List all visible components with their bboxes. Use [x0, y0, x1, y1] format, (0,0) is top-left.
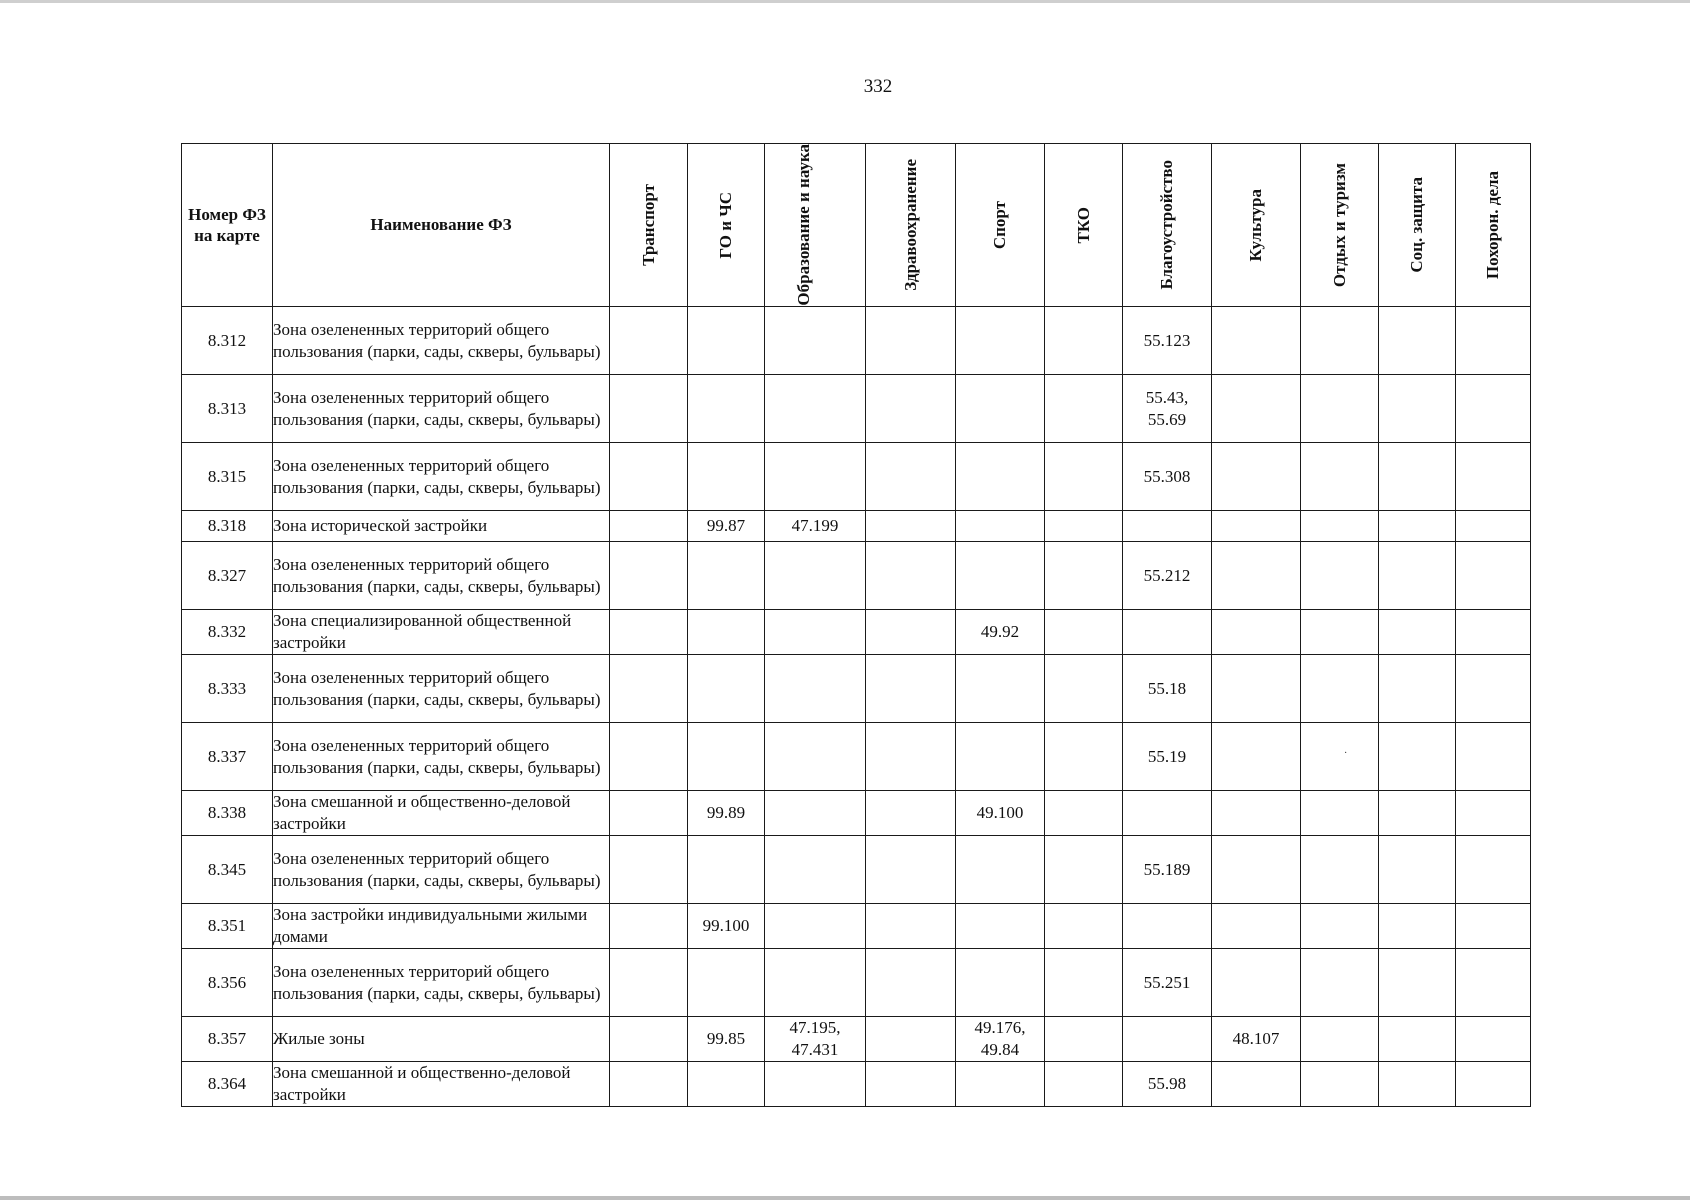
cell-health: [866, 511, 956, 542]
header-tko: ТКО: [1045, 144, 1123, 307]
cell-funeral: [1456, 511, 1531, 542]
cell-funeral: [1456, 791, 1531, 836]
cell-improvement: [1123, 610, 1212, 655]
cell-culture: [1212, 443, 1301, 511]
cell-sport: [956, 1062, 1045, 1107]
cell-culture: [1212, 542, 1301, 610]
cell-social: [1379, 1017, 1456, 1062]
cell-improvement: 55.123: [1123, 307, 1212, 375]
cell-zone-name: Зона озелененных территорий общего пользования (парки, сады, скверы, бульвары): [273, 542, 610, 610]
cell-transport: [610, 307, 688, 375]
cell-social: [1379, 791, 1456, 836]
cell-health: [866, 610, 956, 655]
cell-zone-name: Зона озелененных территорий общего пользования (парки, сады, скверы, бульвары): [273, 655, 610, 723]
cell-leisure: [1301, 511, 1379, 542]
cell-funeral: [1456, 610, 1531, 655]
cell-go-chs: 99.85: [688, 1017, 765, 1062]
cell-leisure: [1301, 542, 1379, 610]
table-row: [182, 443, 1531, 511]
table-row: [182, 542, 1531, 610]
table-row: [182, 791, 1531, 836]
cell-culture: [1212, 511, 1301, 542]
cell-culture: [1212, 791, 1301, 836]
cell-transport: [610, 511, 688, 542]
cell-go-chs: [688, 1062, 765, 1107]
cell-improvement: 55.189: [1123, 836, 1212, 904]
cell-zone-name: Зона специализированной общественной застройки: [273, 610, 610, 655]
header-funeral: Похорон. дела: [1456, 144, 1531, 307]
cell-tko: [1045, 1017, 1123, 1062]
cell-funeral: [1456, 1017, 1531, 1062]
cell-tko: [1045, 655, 1123, 723]
cell-transport: [610, 791, 688, 836]
cell-funeral: [1456, 836, 1531, 904]
cell-sport: [956, 836, 1045, 904]
cell-tko: [1045, 791, 1123, 836]
cell-go-chs: 99.100: [688, 904, 765, 949]
cell-number: 8.332: [182, 610, 273, 655]
cell-zone-name: Зона озелененных территорий общего пользования (парки, сады, скверы, бульвары): [273, 443, 610, 511]
cell-improvement: 55.308: [1123, 443, 1212, 511]
cell-leisure: [1301, 655, 1379, 723]
header-sport: Спорт: [956, 144, 1045, 307]
cell-social: [1379, 655, 1456, 723]
cell-leisure: [1301, 375, 1379, 443]
cell-funeral: [1456, 307, 1531, 375]
cell-education: [765, 904, 866, 949]
cell-sport: [956, 307, 1045, 375]
cell-go-chs: [688, 443, 765, 511]
cell-health: [866, 836, 956, 904]
cell-social: [1379, 511, 1456, 542]
header-social: Соц. защита: [1379, 144, 1456, 307]
cell-culture: [1212, 723, 1301, 791]
cell-health: [866, 949, 956, 1017]
cell-number: 8.312: [182, 307, 273, 375]
cell-number: 8.356: [182, 949, 273, 1017]
cell-culture: [1212, 904, 1301, 949]
cell-transport: [610, 610, 688, 655]
table-row: [182, 610, 1531, 655]
cell-zone-name: Зона озелененных территорий общего пользования (парки, сады, скверы, бульвары): [273, 307, 610, 375]
cell-tko: [1045, 949, 1123, 1017]
scan-speck: ·: [1344, 748, 1348, 759]
cell-number: 8.364: [182, 1062, 273, 1107]
cell-transport: [610, 904, 688, 949]
cell-transport: [610, 443, 688, 511]
cell-transport: [610, 1017, 688, 1062]
table-row: [182, 1017, 1531, 1062]
table-row: [182, 949, 1531, 1017]
cell-social: [1379, 307, 1456, 375]
scan-edge-bottom: [0, 1196, 1690, 1200]
cell-education: 47.195, 47.431: [765, 1017, 866, 1062]
header-number: Номер ФЗ на карте: [182, 144, 273, 307]
cell-education: 47.199: [765, 511, 866, 542]
cell-zone-name: Зона застройки индивидуальными жилыми домами: [273, 904, 610, 949]
cell-leisure: [1301, 1062, 1379, 1107]
cell-tko: [1045, 904, 1123, 949]
cell-funeral: [1456, 949, 1531, 1017]
cell-go-chs: [688, 307, 765, 375]
cell-sport: [956, 949, 1045, 1017]
cell-funeral: [1456, 723, 1531, 791]
cell-education: [765, 375, 866, 443]
cell-education: [765, 655, 866, 723]
cell-funeral: [1456, 542, 1531, 610]
cell-zone-name: Зона озелененных территорий общего пользования (парки, сады, скверы, бульвары): [273, 723, 610, 791]
cell-sport: [956, 723, 1045, 791]
cell-leisure: [1301, 836, 1379, 904]
cell-funeral: [1456, 375, 1531, 443]
cell-culture: [1212, 610, 1301, 655]
cell-health: [866, 791, 956, 836]
cell-social: [1379, 836, 1456, 904]
cell-social: [1379, 904, 1456, 949]
cell-number: 8.338: [182, 791, 273, 836]
header-culture: Культура: [1212, 144, 1301, 307]
zones-table: [181, 143, 1531, 1107]
cell-education: [765, 723, 866, 791]
cell-transport: [610, 655, 688, 723]
table-body: [182, 307, 1531, 1107]
cell-tko: [1045, 723, 1123, 791]
cell-culture: [1212, 655, 1301, 723]
cell-health: [866, 542, 956, 610]
cell-improvement: [1123, 1017, 1212, 1062]
cell-culture: [1212, 307, 1301, 375]
cell-social: [1379, 610, 1456, 655]
cell-zone-name: Зона озелененных территорий общего пользования (парки, сады, скверы, бульвары): [273, 949, 610, 1017]
cell-education: [765, 307, 866, 375]
cell-social: [1379, 375, 1456, 443]
cell-tko: [1045, 375, 1123, 443]
cell-number: 8.313: [182, 375, 273, 443]
cell-number: 8.333: [182, 655, 273, 723]
cell-culture: [1212, 949, 1301, 1017]
scan-edge-top: [0, 0, 1690, 3]
cell-improvement: [1123, 511, 1212, 542]
cell-education: [765, 610, 866, 655]
table-row: [182, 307, 1531, 375]
cell-go-chs: [688, 375, 765, 443]
table-row: [182, 511, 1531, 542]
cell-education: [765, 791, 866, 836]
cell-transport: [610, 1062, 688, 1107]
cell-education: [765, 949, 866, 1017]
table-row: [182, 1062, 1531, 1107]
cell-culture: [1212, 836, 1301, 904]
cell-transport: [610, 542, 688, 610]
cell-health: [866, 307, 956, 375]
cell-sport: [956, 655, 1045, 723]
cell-funeral: [1456, 904, 1531, 949]
header-name: Наименование ФЗ: [273, 144, 610, 307]
cell-health: [866, 1062, 956, 1107]
cell-leisure: [1301, 723, 1379, 791]
cell-culture: [1212, 1062, 1301, 1107]
cell-tko: [1045, 836, 1123, 904]
cell-sport: [956, 443, 1045, 511]
cell-improvement: 55.19: [1123, 723, 1212, 791]
cell-sport: [956, 511, 1045, 542]
header-leisure: Отдых и туризм: [1301, 144, 1379, 307]
cell-transport: [610, 375, 688, 443]
table-row: [182, 836, 1531, 904]
cell-education: [765, 443, 866, 511]
cell-social: [1379, 1062, 1456, 1107]
cell-number: 8.337: [182, 723, 273, 791]
cell-health: [866, 723, 956, 791]
cell-go-chs: [688, 836, 765, 904]
cell-social: [1379, 949, 1456, 1017]
cell-health: [866, 655, 956, 723]
table-row: [182, 375, 1531, 443]
cell-leisure: [1301, 791, 1379, 836]
cell-sport: [956, 904, 1045, 949]
cell-number: 8.351: [182, 904, 273, 949]
cell-improvement: 55.18: [1123, 655, 1212, 723]
cell-improvement: 55.98: [1123, 1062, 1212, 1107]
cell-sport: [956, 542, 1045, 610]
cell-zone-name: Зона смешанной и общественно-деловой застройки: [273, 1062, 610, 1107]
cell-tko: [1045, 511, 1123, 542]
cell-health: [866, 443, 956, 511]
cell-improvement: [1123, 791, 1212, 836]
cell-funeral: [1456, 1062, 1531, 1107]
cell-leisure: [1301, 904, 1379, 949]
table-header: [182, 144, 1531, 307]
cell-health: [866, 375, 956, 443]
cell-zone-name: Зона озелененных территорий общего пользования (парки, сады, скверы, бульвары): [273, 375, 610, 443]
page-number: 332: [863, 76, 893, 97]
cell-improvement: 55.212: [1123, 542, 1212, 610]
cell-number: 8.315: [182, 443, 273, 511]
cell-zone-name: Зона исторической застройки: [273, 511, 610, 542]
cell-transport: [610, 723, 688, 791]
table-row: [182, 723, 1531, 791]
cell-go-chs: [688, 542, 765, 610]
cell-go-chs: 99.89: [688, 791, 765, 836]
cell-tko: [1045, 1062, 1123, 1107]
cell-number: 8.327: [182, 542, 273, 610]
cell-health: [866, 904, 956, 949]
cell-sport: [956, 375, 1045, 443]
header-health: Здравоохранение: [866, 144, 956, 307]
cell-tko: [1045, 307, 1123, 375]
cell-go-chs: [688, 723, 765, 791]
cell-go-chs: [688, 610, 765, 655]
cell-leisure: [1301, 610, 1379, 655]
cell-improvement: 55.251: [1123, 949, 1212, 1017]
cell-education: [765, 836, 866, 904]
cell-funeral: [1456, 655, 1531, 723]
cell-go-chs: 99.87: [688, 511, 765, 542]
cell-transport: [610, 836, 688, 904]
cell-number: 8.345: [182, 836, 273, 904]
cell-number: 8.357: [182, 1017, 273, 1062]
cell-culture: [1212, 375, 1301, 443]
cell-tko: [1045, 542, 1123, 610]
cell-sport: 49.176, 49.84: [956, 1017, 1045, 1062]
cell-leisure: [1301, 443, 1379, 511]
cell-go-chs: [688, 655, 765, 723]
cell-culture: 48.107: [1212, 1017, 1301, 1062]
cell-zone-name: Зона смешанной и общественно-деловой застройки: [273, 791, 610, 836]
cell-education: [765, 1062, 866, 1107]
cell-sport: 49.92: [956, 610, 1045, 655]
header-transport: Транспорт: [610, 144, 688, 307]
cell-zone-name: Жилые зоны: [273, 1017, 610, 1062]
cell-tko: [1045, 610, 1123, 655]
cell-social: [1379, 723, 1456, 791]
cell-leisure: [1301, 949, 1379, 1017]
cell-leisure: [1301, 1017, 1379, 1062]
table-row: [182, 904, 1531, 949]
cell-number: 8.318: [182, 511, 273, 542]
cell-tko: [1045, 443, 1123, 511]
cell-zone-name: Зона озелененных территорий общего пользования (парки, сады, скверы, бульвары): [273, 836, 610, 904]
cell-social: [1379, 443, 1456, 511]
header-education: Образование и наука: [765, 144, 866, 307]
cell-education: [765, 542, 866, 610]
header-improvement: Благоустройство: [1123, 144, 1212, 307]
cell-funeral: [1456, 443, 1531, 511]
table-row: [182, 655, 1531, 723]
cell-leisure: [1301, 307, 1379, 375]
cell-go-chs: [688, 949, 765, 1017]
cell-social: [1379, 542, 1456, 610]
cell-improvement: [1123, 904, 1212, 949]
cell-transport: [610, 949, 688, 1017]
header-go-chs: ГО и ЧС: [688, 144, 765, 307]
cell-sport: 49.100: [956, 791, 1045, 836]
cell-health: [866, 1017, 956, 1062]
cell-improvement: 55.43, 55.69: [1123, 375, 1212, 443]
